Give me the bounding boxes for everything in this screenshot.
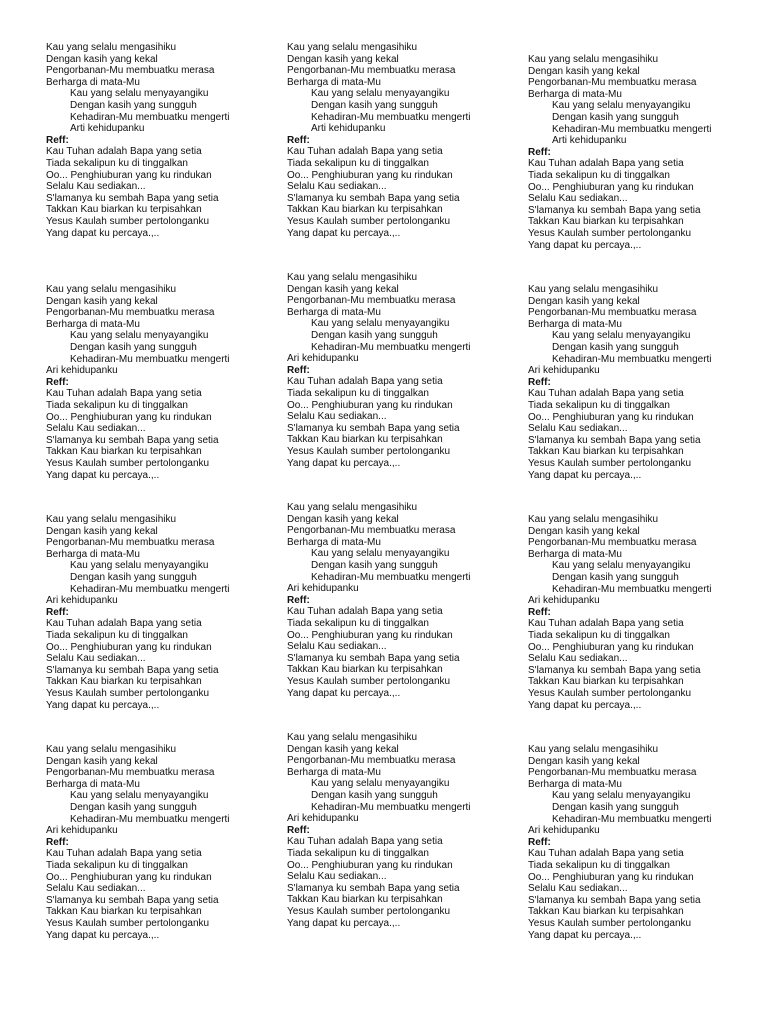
lyric-line: Dengan kasih yang kekal — [528, 755, 640, 767]
lyric-line: Kau yang selalu menyayangiku — [311, 778, 450, 790]
lyric-line: Kau yang selalu menyayangiku — [552, 100, 691, 112]
lyric-line: Dengan kasih yang sungguh — [70, 801, 197, 813]
lyric-line: Selalu Kau sediakan... — [528, 193, 628, 205]
lyric-line: Selalu Kau sediakan... — [287, 181, 387, 193]
lyric-line: S'lamanya ku sembah Bapa yang setia — [528, 204, 701, 216]
lyric-line: Oo... Penghiuburan yang ku rindukan — [528, 411, 694, 423]
lyrics-block — [287, 42, 517, 239]
lyric-line: Kau yang selalu mengasihiku — [528, 514, 659, 525]
lyric-line: Selalu Kau sediakan... — [46, 181, 146, 193]
lyric-line: Kehadiran-Mu membuatku mengerti — [70, 583, 230, 595]
lyric-line: Oo... Penghiuburan yang ku rindukan — [287, 859, 453, 871]
lyric-line: S'lamanya ku sembah Bapa yang setia — [46, 192, 219, 204]
lyric-line: Selalu Kau sediakan... — [528, 653, 628, 665]
lyric-line: Dengan kasih yang sungguh — [311, 99, 438, 111]
lyric-line: Oo... Penghiuburan yang ku rindukan — [287, 399, 453, 411]
lyric-line: Kehadiran-Mu membuatku mengerti — [70, 813, 230, 825]
lyric-line: Yang dapat ku percaya.,.. — [287, 227, 401, 239]
lyric-line: Kau Tuhan adalah Bapa yang setia — [46, 388, 202, 400]
reff-label: Reff: — [46, 836, 69, 848]
lyric-line: Berharga di mata-Mu — [46, 778, 140, 790]
lyric-line: Oo... Penghiuburan yang ku rindukan — [528, 871, 694, 883]
lyric-line: Kau yang selalu menyayangiku — [552, 790, 691, 802]
lyric-line: Berharga di mata-Mu — [287, 766, 381, 778]
lyric-line: Kehadiran-Mu membuatku mengerti — [552, 123, 712, 135]
lyric-line: Kau yang selalu mengasihiku — [287, 272, 418, 283]
lyric-line: Kau yang selalu menyayangiku — [70, 790, 209, 802]
lyric-line: Ari kehidupanku — [287, 353, 359, 365]
lyric-line: S'lamanya ku sembah Bapa yang setia — [46, 434, 219, 446]
lyric-line: Takkan Kau biarkan ku terpisahkan — [528, 906, 684, 918]
lyric-line: Pengorbanan-Mu membuatku merasa — [528, 537, 697, 549]
lyric-line: Berharga di mata-Mu — [528, 778, 622, 790]
lyric-line: Selalu Kau sediakan... — [46, 883, 146, 895]
lyric-line: Yesus Kaulah sumber pertolonganku — [46, 457, 210, 469]
lyric-line: Tiada sekalipun ku di tinggalkan — [46, 859, 188, 871]
lyric-line: Takkan Kau biarkan ku terpisahkan — [528, 676, 684, 688]
lyric-line: Selalu Kau sediakan... — [528, 883, 628, 895]
lyric-line: Kau yang selalu menyayangiku — [70, 88, 209, 100]
lyric-line: Yesus Kaulah sumber pertolonganku — [287, 445, 451, 457]
lyric-line: S'lamanya ku sembah Bapa yang setia — [287, 882, 460, 894]
lyric-line: Dengan kasih yang kekal — [528, 295, 640, 307]
lyric-line: Ari kehidupanku — [46, 595, 118, 607]
lyric-line: Oo... Penghiuburan yang ku rindukan — [287, 169, 453, 181]
lyric-line: Tiada sekalipun ku di tinggalkan — [528, 629, 670, 641]
lyric-line: Takkan Kau biarkan ku terpisahkan — [528, 216, 684, 228]
lyric-line: Arti kehidupanku — [70, 123, 145, 135]
reff-label: Reff: — [528, 606, 551, 618]
lyric-line: Kau yang selalu menyayangiku — [311, 88, 450, 100]
lyric-line: Kau yang selalu mengasihiku — [287, 732, 418, 743]
lyric-line: Tiada sekalipun ku di tinggalkan — [46, 157, 188, 169]
lyric-line: Berharga di mata-Mu — [287, 306, 381, 318]
lyrics-block — [287, 272, 517, 469]
lyric-line: Kau yang selalu mengasihiku — [46, 42, 177, 53]
lyric-line: Yesus Kaulah sumber pertolonganku — [287, 215, 451, 227]
lyrics-block — [528, 514, 758, 711]
lyric-line: Takkan Kau biarkan ku terpisahkan — [46, 676, 202, 688]
lyric-line: Ari kehidupanku — [287, 813, 359, 825]
lyric-line: Kehadiran-Mu membuatku mengerti — [311, 341, 471, 353]
lyric-line: Oo... Penghiuburan yang ku rindukan — [46, 641, 212, 653]
lyric-line: Kehadiran-Mu membuatku mengerti — [552, 353, 712, 365]
lyric-line: Tiada sekalipun ku di tinggalkan — [287, 847, 429, 859]
lyric-line: Berharga di mata-Mu — [46, 318, 140, 330]
lyric-line: Dengan kasih yang kekal — [287, 283, 399, 295]
lyric-line: Kau yang selalu mengasihiku — [46, 744, 177, 755]
lyric-line: Pengorbanan-Mu membuatku merasa — [528, 307, 697, 319]
lyric-line: Dengan kasih yang kekal — [287, 513, 399, 525]
lyric-line: Takkan Kau biarkan ku terpisahkan — [46, 906, 202, 918]
lyric-line: Dengan kasih yang kekal — [46, 53, 158, 65]
lyrics-block — [46, 284, 276, 481]
lyric-line: Kau Tuhan adalah Bapa yang setia — [528, 158, 684, 170]
lyric-line: Yesus Kaulah sumber pertolonganku — [528, 917, 692, 929]
lyric-line: Selalu Kau sediakan... — [528, 423, 628, 435]
lyric-line: Selalu Kau sediakan... — [46, 423, 146, 435]
lyric-line: Yesus Kaulah sumber pertolonganku — [46, 917, 210, 929]
lyric-line: Kau yang selalu mengasihiku — [287, 502, 418, 513]
lyric-line: Dengan kasih yang sungguh — [311, 789, 438, 801]
lyric-line: Dengan kasih yang kekal — [287, 53, 399, 65]
lyric-line: Yang dapat ku percaya.,.. — [287, 917, 401, 929]
lyric-line: Kau Tuhan adalah Bapa yang setia — [287, 836, 443, 848]
lyric-line: Yang dapat ku percaya.,.. — [528, 239, 642, 251]
lyric-line: Kau Tuhan adalah Bapa yang setia — [46, 618, 202, 630]
lyric-line: Berharga di mata-Mu — [528, 88, 622, 100]
reff-label: Reff: — [46, 134, 69, 146]
lyric-line: Pengorbanan-Mu membuatku merasa — [528, 767, 697, 779]
lyric-line: Berharga di mata-Mu — [528, 548, 622, 560]
lyric-line: Tiada sekalipun ku di tinggalkan — [528, 399, 670, 411]
lyric-line: Kau yang selalu mengasihiku — [46, 284, 177, 295]
lyric-line: Kau Tuhan adalah Bapa yang setia — [287, 376, 443, 388]
lyric-line: Berharga di mata-Mu — [287, 76, 381, 88]
lyric-line: Selalu Kau sediakan... — [287, 871, 387, 883]
lyric-line: Kehadiran-Mu membuatku mengerti — [552, 583, 712, 595]
lyric-line: S'lamanya ku sembah Bapa yang setia — [528, 664, 701, 676]
lyric-line: Ari kehidupanku — [528, 595, 600, 607]
lyric-line: Selalu Kau sediakan... — [287, 641, 387, 653]
reff-label: Reff: — [528, 836, 551, 848]
lyric-line: Yang dapat ku percaya.,.. — [528, 699, 642, 711]
lyric-line: Takkan Kau biarkan ku terpisahkan — [287, 204, 443, 216]
lyric-line: Dengan kasih yang kekal — [46, 525, 158, 537]
lyrics-block — [46, 744, 276, 941]
lyric-line: Kehadiran-Mu membuatku mengerti — [311, 801, 471, 813]
lyric-line: S'lamanya ku sembah Bapa yang setia — [46, 664, 219, 676]
lyric-line: S'lamanya ku sembah Bapa yang setia — [287, 422, 460, 434]
lyric-line: Pengorbanan-Mu membuatku merasa — [287, 65, 456, 77]
lyric-line: Yang dapat ku percaya.,.. — [46, 227, 160, 239]
lyric-line: Dengan kasih yang kekal — [46, 295, 158, 307]
lyric-line: Selalu Kau sediakan... — [287, 411, 387, 423]
lyric-line: Kehadiran-Mu membuatku mengerti — [70, 111, 230, 123]
lyric-line: Kau Tuhan adalah Bapa yang setia — [46, 146, 202, 158]
lyric-line: Kau Tuhan adalah Bapa yang setia — [528, 388, 684, 400]
lyric-line: Yang dapat ku percaya.,.. — [46, 929, 160, 941]
lyric-line: Tiada sekalipun ku di tinggalkan — [287, 157, 429, 169]
lyric-line: Kau yang selalu mengasihiku — [528, 284, 659, 295]
lyric-line: Berharga di mata-Mu — [46, 76, 140, 88]
lyric-line: Takkan Kau biarkan ku terpisahkan — [528, 446, 684, 458]
lyric-line: Oo... Penghiuburan yang ku rindukan — [528, 181, 694, 193]
lyric-line: Tiada sekalipun ku di tinggalkan — [46, 399, 188, 411]
lyric-line: Yesus Kaulah sumber pertolonganku — [528, 457, 692, 469]
lyric-line: Kau Tuhan adalah Bapa yang setia — [287, 146, 443, 158]
reff-label: Reff: — [528, 376, 551, 388]
lyric-line: S'lamanya ku sembah Bapa yang setia — [46, 894, 219, 906]
lyrics-block — [528, 284, 758, 481]
lyric-line: S'lamanya ku sembah Bapa yang setia — [528, 434, 701, 446]
lyric-line: Yesus Kaulah sumber pertolonganku — [287, 675, 451, 687]
lyric-line: Kehadiran-Mu membuatku mengerti — [311, 571, 471, 583]
lyric-line: Tiada sekalipun ku di tinggalkan — [46, 629, 188, 641]
reff-label: Reff: — [287, 134, 310, 146]
lyric-line: Dengan kasih yang kekal — [46, 755, 158, 767]
lyric-line: Pengorbanan-Mu membuatku merasa — [287, 755, 456, 767]
lyric-line: Kehadiran-Mu membuatku mengerti — [70, 353, 230, 365]
lyric-line: Kau Tuhan adalah Bapa yang setia — [528, 848, 684, 860]
lyric-line: S'lamanya ku sembah Bapa yang setia — [528, 894, 701, 906]
lyric-line: Berharga di mata-Mu — [46, 548, 140, 560]
lyric-line: Kau yang selalu menyayangiku — [311, 548, 450, 560]
lyric-line: Yang dapat ku percaya.,.. — [46, 699, 160, 711]
lyric-line: Yang dapat ku percaya.,.. — [287, 457, 401, 469]
lyric-line: Dengan kasih yang sungguh — [552, 801, 679, 813]
reff-label: Reff: — [46, 606, 69, 618]
lyric-line: Arti kehidupanku — [311, 123, 386, 135]
lyric-line: Takkan Kau biarkan ku terpisahkan — [287, 894, 443, 906]
lyric-line: Yang dapat ku percaya.,.. — [287, 687, 401, 699]
lyric-line: Berharga di mata-Mu — [287, 536, 381, 548]
lyric-line: Tiada sekalipun ku di tinggalkan — [287, 617, 429, 629]
lyric-line: Kehadiran-Mu membuatku mengerti — [552, 813, 712, 825]
lyrics-block — [528, 744, 758, 941]
lyric-line: Kau Tuhan adalah Bapa yang setia — [46, 848, 202, 860]
lyric-line: Dengan kasih yang kekal — [287, 743, 399, 755]
lyric-line: Yesus Kaulah sumber pertolonganku — [46, 215, 210, 227]
lyric-line: Tiada sekalipun ku di tinggalkan — [528, 859, 670, 871]
lyric-line: Berharga di mata-Mu — [528, 318, 622, 330]
lyric-line: Yesus Kaulah sumber pertolonganku — [287, 905, 451, 917]
lyric-line: Dengan kasih yang sungguh — [70, 99, 197, 111]
lyric-line: Pengorbanan-Mu membuatku merasa — [46, 65, 215, 77]
lyrics-block — [46, 42, 276, 239]
lyric-line: Dengan kasih yang sungguh — [552, 111, 679, 123]
lyric-line: Kau yang selalu menyayangiku — [311, 318, 450, 330]
reff-label: Reff: — [528, 146, 551, 158]
lyrics-block — [287, 732, 517, 929]
lyric-line: Dengan kasih yang sungguh — [552, 341, 679, 353]
lyric-line: Oo... Penghiuburan yang ku rindukan — [46, 411, 212, 423]
lyric-line: Kau yang selalu menyayangiku — [70, 560, 209, 572]
lyric-line: Tiada sekalipun ku di tinggalkan — [287, 387, 429, 399]
lyric-line: Ari kehidupanku — [287, 583, 359, 595]
lyric-line: Yesus Kaulah sumber pertolonganku — [528, 227, 692, 239]
lyric-line: Oo... Penghiuburan yang ku rindukan — [287, 629, 453, 641]
lyric-line: Kau yang selalu mengasihiku — [528, 744, 659, 755]
lyric-line: Dengan kasih yang sungguh — [70, 341, 197, 353]
lyric-line: Ari kehidupanku — [46, 825, 118, 837]
lyric-line: Yesus Kaulah sumber pertolonganku — [528, 687, 692, 699]
lyrics-block — [46, 514, 276, 711]
lyric-line: Pengorbanan-Mu membuatku merasa — [287, 295, 456, 307]
lyric-line: Takkan Kau biarkan ku terpisahkan — [46, 204, 202, 216]
lyric-line: Yang dapat ku percaya.,.. — [528, 469, 642, 481]
lyric-line: Kau yang selalu menyayangiku — [552, 560, 691, 572]
reff-label: Reff: — [287, 824, 310, 836]
reff-label: Reff: — [287, 594, 310, 606]
lyric-line: Dengan kasih yang sungguh — [552, 571, 679, 583]
lyric-line: Pengorbanan-Mu membuatku merasa — [46, 307, 215, 319]
lyric-line: Yang dapat ku percaya.,.. — [528, 929, 642, 941]
lyrics-block — [287, 502, 517, 699]
lyric-line: Arti kehidupanku — [552, 135, 627, 147]
lyric-line: Kau Tuhan adalah Bapa yang setia — [528, 618, 684, 630]
lyric-line: Ari kehidupanku — [46, 365, 118, 377]
lyric-line: Ari kehidupanku — [528, 365, 600, 377]
lyric-line: Yesus Kaulah sumber pertolonganku — [46, 687, 210, 699]
lyric-line: Dengan kasih yang sungguh — [311, 329, 438, 341]
lyric-line: Takkan Kau biarkan ku terpisahkan — [287, 664, 443, 676]
lyric-line: Takkan Kau biarkan ku terpisahkan — [46, 446, 202, 458]
reff-label: Reff: — [46, 376, 69, 388]
lyric-line: Kau yang selalu mengasihiku — [46, 514, 177, 525]
lyric-line: Pengorbanan-Mu membuatku merasa — [46, 537, 215, 549]
lyric-line: Oo... Penghiuburan yang ku rindukan — [46, 871, 212, 883]
lyric-line: Dengan kasih yang kekal — [528, 525, 640, 537]
lyric-line: Kehadiran-Mu membuatku mengerti — [311, 111, 471, 123]
lyric-line: Yang dapat ku percaya.,.. — [46, 469, 160, 481]
lyric-line: S'lamanya ku sembah Bapa yang setia — [287, 192, 460, 204]
lyric-line: Kau yang selalu mengasihiku — [528, 54, 659, 65]
lyric-line: Dengan kasih yang kekal — [528, 65, 640, 77]
lyric-line: Oo... Penghiuburan yang ku rindukan — [46, 169, 212, 181]
lyric-line: Tiada sekalipun ku di tinggalkan — [528, 169, 670, 181]
lyric-line: Dengan kasih yang sungguh — [311, 559, 438, 571]
reff-label: Reff: — [287, 364, 310, 376]
lyric-line: Kau yang selalu mengasihiku — [287, 42, 418, 53]
lyric-line: Ari kehidupanku — [528, 825, 600, 837]
lyric-line: Selalu Kau sediakan... — [46, 653, 146, 665]
lyric-line: Kau Tuhan adalah Bapa yang setia — [287, 606, 443, 618]
lyric-line: Kau yang selalu menyayangiku — [70, 330, 209, 342]
lyrics-block — [528, 54, 758, 251]
lyric-line: Dengan kasih yang sungguh — [70, 571, 197, 583]
lyric-line: Kau yang selalu menyayangiku — [552, 330, 691, 342]
lyric-line: Takkan Kau biarkan ku terpisahkan — [287, 434, 443, 446]
lyric-line: Pengorbanan-Mu membuatku merasa — [528, 77, 697, 89]
lyric-line: Pengorbanan-Mu membuatku merasa — [46, 767, 215, 779]
lyric-line: Pengorbanan-Mu membuatku merasa — [287, 525, 456, 537]
lyric-line: Oo... Penghiuburan yang ku rindukan — [528, 641, 694, 653]
lyric-line: S'lamanya ku sembah Bapa yang setia — [287, 652, 460, 664]
